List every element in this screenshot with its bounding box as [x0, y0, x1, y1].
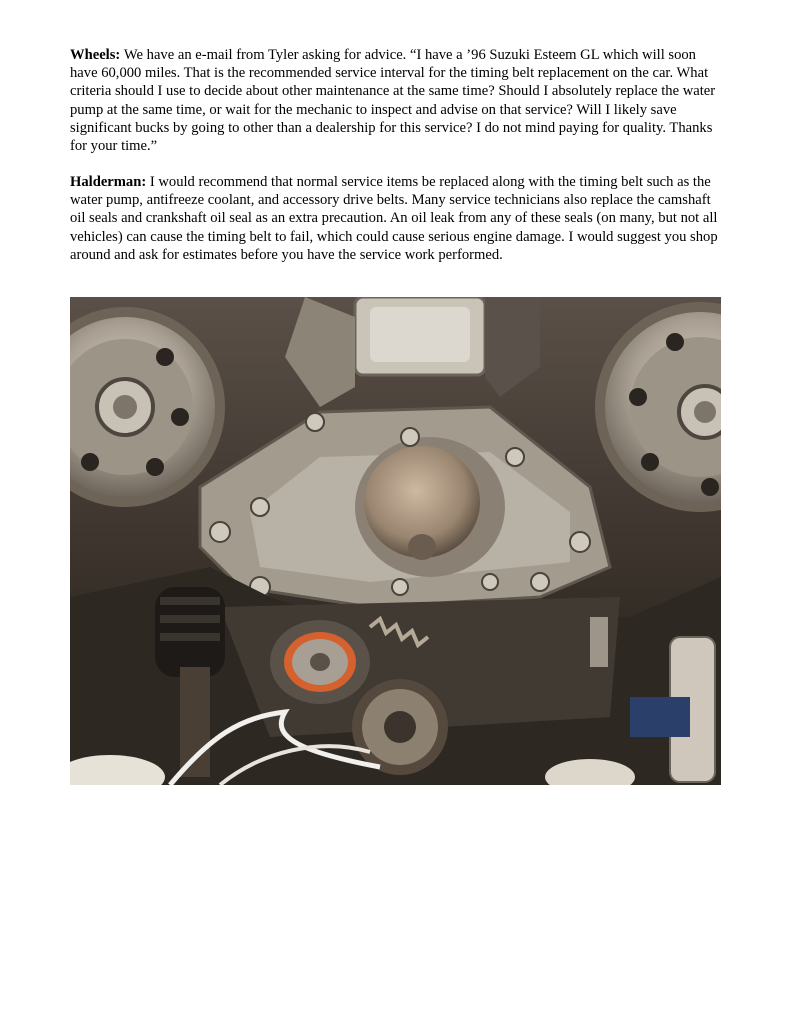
- engine-photo-illustration: [70, 297, 721, 785]
- water-pump: [355, 437, 505, 577]
- paragraph-text-wheels: We have an e-mail from Tyler asking for advice. “I have a ’96 Suzuki Esteem GL which will soon have 60,000 miles. That is the recommended service interval for the timing belt replacement on the car. What criteria should I use to decide about other maintenance at the same time? Should I absolutely replace the water pump at the same time, or wait for the mechanic to inspect and advise on that service? Will I likely save significant bucks by going to other than a dealership for this service? I do not mind paying for quality. Thanks for your time.”: [70, 47, 716, 155]
- speaker-label-halderman: Halderman:: [70, 174, 150, 190]
- timing-belt-tensioner: [270, 620, 370, 704]
- paragraph-halderman-answer: [70, 173, 726, 264]
- engine-timing-belt-photo: [70, 297, 721, 785]
- paragraph-text-halderman: I would recommend that normal service items be replaced along with the timing belt such as the water pump, antifreeze coolant, and accessory drive belts. Many service technicians also replace the camshaft oil seals and crankshaft oil seal as an extra precaution. An oil leak from any of these seals (on many, but not all vehicles) can cause the timing belt to fail, which could cause serious engine damage. I would suggest you shop around and ask for estimates before you have the service work performed.: [70, 174, 718, 263]
- paragraph-wheels-question: [70, 46, 726, 155]
- crankshaft-gear: [352, 679, 448, 775]
- speaker-label-wheels: Wheels:: [70, 47, 124, 63]
